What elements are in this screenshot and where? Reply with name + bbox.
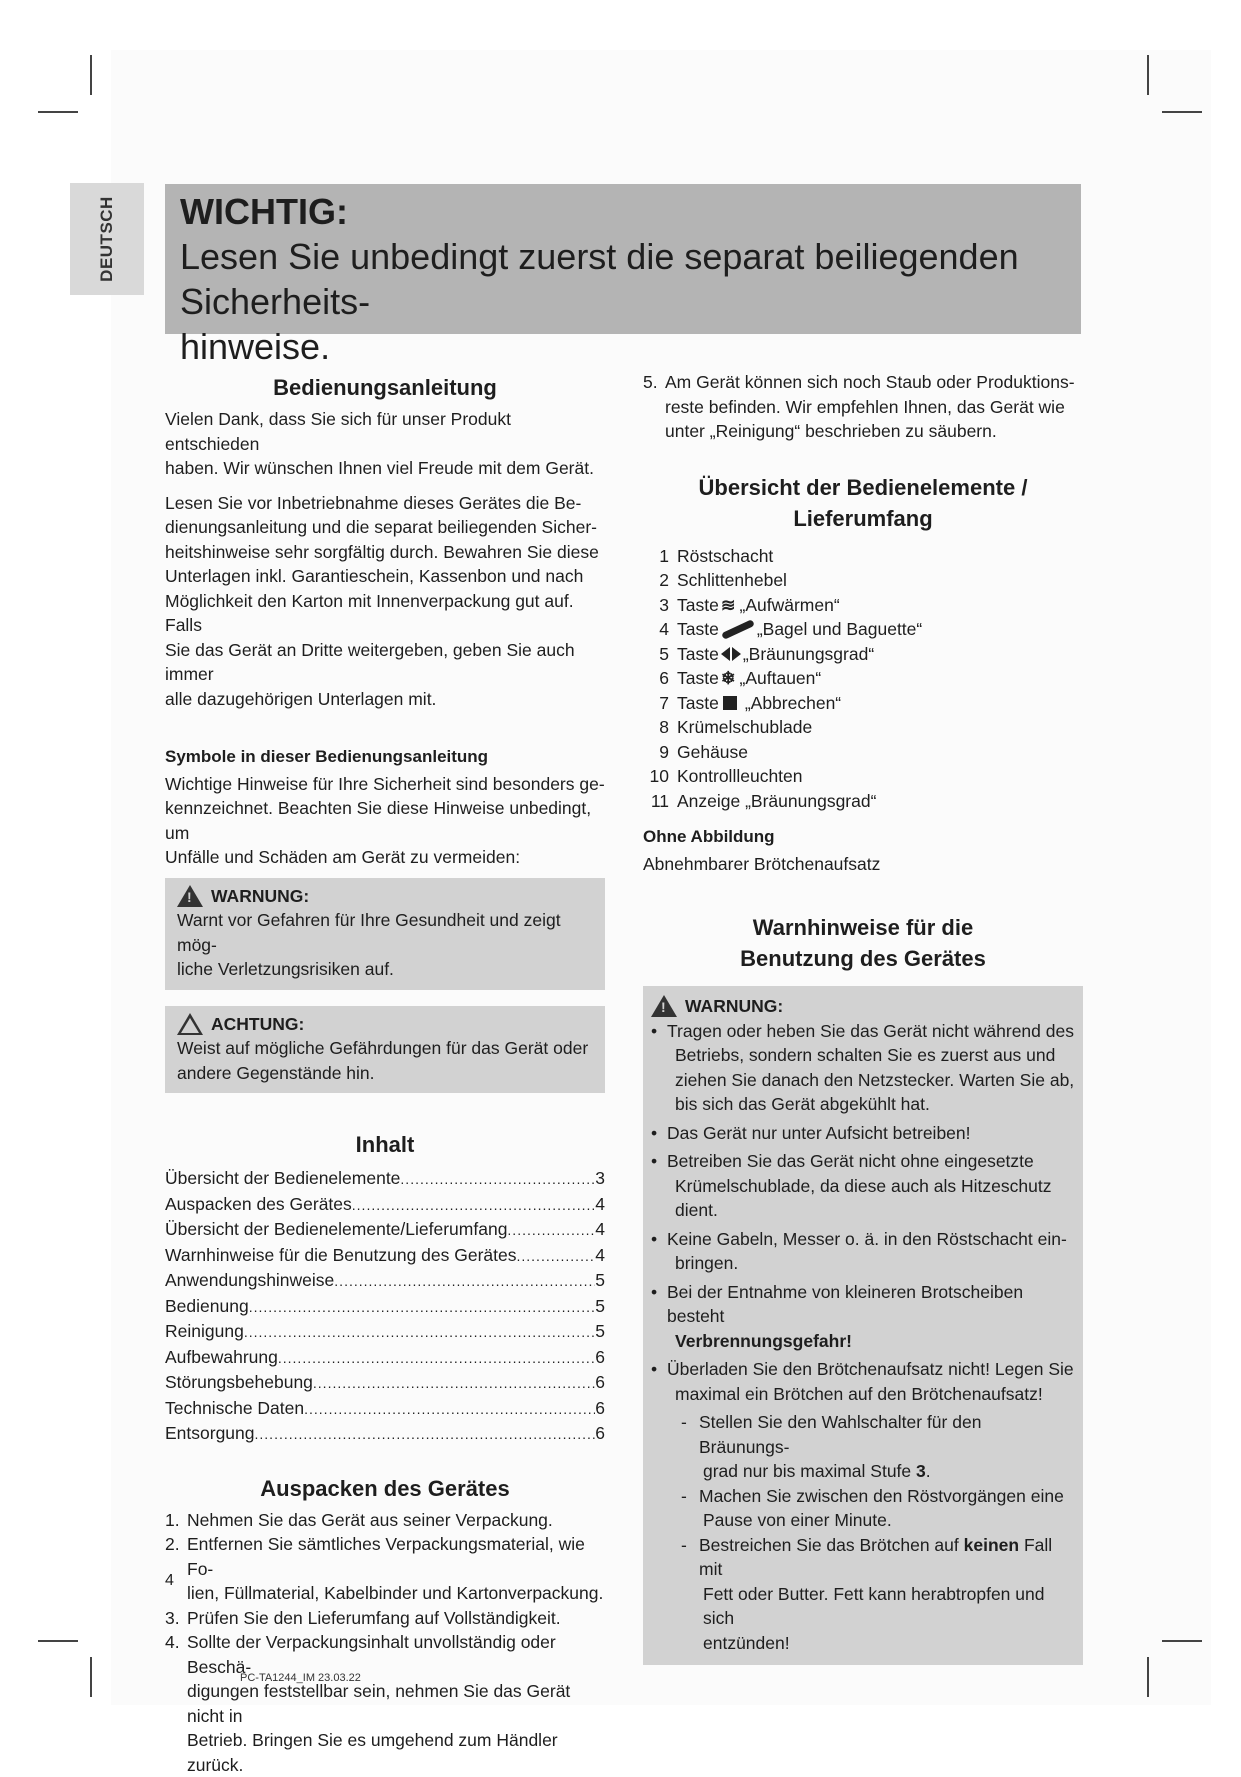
part-key-label: Taste [677, 593, 719, 618]
crop-mark-top-right-v [1147, 55, 1149, 95]
bullet-line: Bei der Entnahme von kleineren Brotscheiben besteht [667, 1282, 1023, 1327]
part-item [643, 568, 1083, 593]
caution-triangle-icon [177, 1013, 203, 1035]
bullet-line: Keine Gabeln, Messer o. ä. in den Röstschacht ein- [667, 1229, 1067, 1249]
snowflake-icon: ❄ [721, 666, 736, 691]
toc-entry[interactable] [165, 1166, 605, 1192]
dash-line: Fett oder Butter. Fett kann herabtropfen und sich [703, 1582, 1075, 1631]
step-line: reste befinden. Wir empfehlen Ihnen, das Gerät wie [665, 397, 1065, 417]
caution-box [165, 1006, 605, 1094]
bagel-icon [721, 619, 755, 640]
dash-line: Pause von einer Minute. [703, 1508, 892, 1533]
warning-box [165, 878, 605, 990]
warning-bullet: • Bei der Entnahme von kleineren Brotscheiben besteht Verbrennungsgefahr! [651, 1280, 1075, 1354]
toc-title: Entsorgung [165, 1421, 255, 1446]
toc-entry[interactable] [165, 1243, 605, 1269]
part-item [643, 642, 1083, 667]
step-number: 5. [643, 370, 665, 444]
warm-icon: ≋ [721, 593, 736, 618]
part-number: 4 [643, 617, 669, 642]
step-line: Prüfen Sie den Lieferumfang auf Vollständigkeit. [187, 1608, 561, 1628]
toc-page: 6 [595, 1370, 605, 1395]
toc-page: 5 [595, 1319, 605, 1344]
intro-paragraph-1 [165, 407, 605, 481]
part-item [643, 666, 1083, 691]
language-tab [70, 183, 144, 295]
toc-page: 3 [595, 1166, 605, 1191]
part-item [643, 617, 1083, 642]
symbols-line: Unfälle und Schäden am Gerät zu vermeiden: [165, 847, 520, 867]
overview-heading-line: Übersicht der Bedienelemente / [699, 475, 1028, 500]
crop-mark-top-right-h [1162, 111, 1202, 113]
part-text: Kontrollleuchten [677, 764, 803, 789]
crop-mark-top-left-v [90, 55, 92, 95]
warning-triangle-icon [651, 995, 677, 1017]
unpack-step [165, 1630, 605, 1777]
usage-warning-box [643, 986, 1083, 1665]
part-key-label: Taste [677, 666, 719, 691]
banner-line-1: Lesen Sie unbedingt zuerst die separat beiliegenden Sicherheits- [180, 234, 1065, 324]
toc-page: 6 [595, 1345, 605, 1370]
intro2-line: Unterlagen inkl. Garantieschein, Kassenbon und nach [165, 566, 583, 586]
overview-heading [643, 472, 1083, 534]
bullet-line: Das Gerät nur unter Aufsicht betreiben! [667, 1121, 1075, 1146]
part-number: 8 [643, 715, 669, 740]
step-line: Am Gerät können sich noch Staub oder Produktions- [665, 372, 1075, 392]
intro1-line: haben. Wir wünschen Ihnen viel Freude mit dem Gerät. [165, 458, 594, 478]
warnings-heading [643, 912, 1083, 974]
unpack-heading: Auspacken des Gerätes [165, 1473, 605, 1504]
part-item [643, 544, 1083, 569]
step-number: 2. [165, 1532, 187, 1606]
part-text: Schlittenhebel [677, 568, 787, 593]
intro2-line: Lesen Sie vor Inbetriebnahme dieses Gerätes die Be- [165, 493, 581, 513]
step-number: 1. [165, 1508, 187, 1533]
bullet-line: maximal ein Brötchen auf den Brötchenaufsatz! [675, 1382, 1043, 1407]
toc-entry[interactable] [165, 1268, 605, 1294]
intro1-line: Vielen Dank, dass Sie sich für unser Produkt entschieden [165, 409, 511, 454]
intro-paragraph-2 [165, 491, 605, 712]
toc-heading: Inhalt [165, 1129, 605, 1160]
bullet-line-bold: Verbrennungsgefahr! [675, 1329, 852, 1354]
unpack-step [165, 1606, 605, 1631]
bullet-line: ziehen Sie danach den Netzstecker. Warten Sie ab, [675, 1068, 1074, 1093]
banner-title: WICHTIG: [180, 190, 1065, 234]
part-number: 10 [643, 764, 669, 789]
bullet-line: Überladen Sie den Brötchenaufsatz nicht! Legen Sie [667, 1359, 1074, 1379]
warning-bullet: • Betreiben Sie das Gerät nicht ohne eingesetzte Krümelschublade, da diese auch als Hitzeschutz dient. [651, 1149, 1075, 1223]
intro2-line: Sie das Gerät an Dritte weitergeben, geben Sie auch immer [165, 640, 575, 685]
warning-dash-item: - Bestreichen Sie das Brötchen auf keinen Fall mit Fett oder Butter. Fett kann herabtropfen und sich entzünden! [681, 1533, 1075, 1656]
toc-title: Übersicht der Bedienelemente [165, 1166, 400, 1191]
part-item [643, 715, 1083, 740]
step-line: digungen feststellbar sein, nehmen Sie das Gerät nicht in [187, 1681, 570, 1726]
part-item [643, 789, 1083, 814]
toc-entry[interactable] [165, 1370, 605, 1396]
language-tab-label: DEUTSCH [97, 196, 117, 282]
warning-dash-item: - Machen Sie zwischen den Röstvorgängen eine Pause von einer Minute. [681, 1484, 1075, 1533]
arrows-icon [721, 647, 741, 661]
toc-title: Technische Daten [165, 1396, 304, 1421]
step-number: 3. [165, 1606, 187, 1631]
caution-box-line: Weist auf mögliche Gefährdungen für das Gerät oder [177, 1038, 588, 1058]
intro2-line: dienungsanleitung und die separat beiliegenden Sicher- [165, 517, 597, 537]
bullet-line: Krümelschublade, da diese auch als Hitzeschutz dient. [675, 1174, 1075, 1223]
part-key-label: Taste [677, 642, 719, 667]
toc-title: Aufbewahrung [165, 1345, 278, 1370]
crop-mark-bottom-left-h [38, 1640, 78, 1642]
toc-entry[interactable] [165, 1217, 605, 1243]
part-text: Röstschacht [677, 544, 773, 569]
warning-bullet: • Überladen Sie den Brötchenaufsatz nicht! Legen Sie maximal ein Brötchen auf den Brötchenaufsatz! [651, 1357, 1075, 1406]
toc-page: 6 [595, 1421, 605, 1446]
part-text: Gehäuse [677, 740, 748, 765]
parts-list [643, 544, 1083, 814]
warning-bullet: • Das Gerät nur unter Aufsicht betreiben! [651, 1121, 1075, 1146]
toc-title: Übersicht der Bedienelemente/Lieferumfang [165, 1217, 507, 1242]
dash-line: Stellen Sie den Wahlschalter für den Bräunungs- [699, 1412, 981, 1457]
toc-page: 4 [595, 1243, 605, 1268]
warning-triangle-icon [177, 885, 203, 907]
toc-title: Störungsbehebung [165, 1370, 313, 1395]
dash-line: grad nur bis maximal Stufe [703, 1459, 911, 1484]
toc-page: 5 [595, 1268, 605, 1293]
toc-title: Reinigung [165, 1319, 244, 1344]
warnings-heading-line: Warnhinweise für die [753, 915, 973, 940]
part-item [643, 740, 1083, 765]
warning-bullet: • Tragen oder heben Sie das Gerät nicht während des Betriebs, sondern schalten Sie es zuerst aus und ziehen Sie danach den Netzstecker. Warten Sie ab, bis sich das Gerät abgekühlt hat. [651, 1019, 1075, 1117]
bullet-line: bringen. [675, 1251, 738, 1276]
dash-bold-word: keinen [964, 1535, 1019, 1555]
step-line: Sollte der Verpackungsinhalt unvollständig oder Beschä- [187, 1632, 556, 1677]
bullet-line: bis sich das Gerät abgekühlt hat. [675, 1092, 930, 1117]
unpack-step [165, 1532, 605, 1606]
part-number: 9 [643, 740, 669, 765]
warning-dash-item: - Stellen Sie den Wahlschalter für den Bräunungs- grad nur bis maximal Stufe 3. [681, 1410, 1075, 1484]
warning-box-line: Warnt vor Gefahren für Ihre Gesundheit und zeigt mög- [177, 910, 561, 955]
part-number: 7 [643, 691, 669, 716]
crop-mark-bottom-right-v [1147, 1657, 1149, 1697]
part-text: Anzeige „Bräunungsgrad“ [677, 789, 876, 814]
without-image-text: Abnehmbarer Brötchenaufsatz [643, 852, 1083, 877]
bullet-line: Betreiben Sie das Gerät nicht ohne eingesetzte [667, 1151, 1034, 1171]
crop-mark-bottom-right-h [1162, 1640, 1202, 1642]
dash-line: Bestreichen Sie das Brötchen auf [699, 1535, 959, 1555]
bullet-line: Tragen oder heben Sie das Gerät nicht während des [667, 1021, 1074, 1041]
part-key-label: Taste [677, 691, 719, 716]
toc-page: 4 [595, 1192, 605, 1217]
warnings-heading-line: Benutzung des Gerätes [740, 946, 986, 971]
bullet-line: Betriebs, sondern schalten Sie es zuerst aus und [675, 1043, 1055, 1068]
level-digit: 3 [916, 1461, 926, 1481]
symbols-text [165, 772, 605, 870]
step-line: Betrieb. Bringen Sie es umgehend zum Händler zurück. [187, 1730, 558, 1775]
important-banner [165, 184, 1081, 334]
part-text: „Aufwärmen“ [740, 593, 840, 618]
footer-code: PC-TA1244_IM 23.03.22 [240, 1672, 361, 1684]
part-text: „Bräunungsgrad“ [743, 642, 874, 667]
toc-title: Bedienung [165, 1294, 249, 1319]
caution-box-title: ACHTUNG: [211, 1012, 304, 1037]
toc-page: 6 [595, 1396, 605, 1421]
intro2-line: heitshinweise sehr sorgfältig durch. Bewahren Sie diese [165, 542, 599, 562]
banner-line-2: hinweise. [180, 324, 1065, 369]
right-column [643, 370, 1083, 1665]
toc-entry[interactable] [165, 1396, 605, 1422]
step-line: Nehmen Sie das Gerät aus seiner Verpackung. [187, 1510, 553, 1530]
usage-warning-head [651, 994, 1075, 1019]
warning-box-head [177, 884, 593, 909]
toc-entry[interactable] [165, 1294, 605, 1320]
toc-title: Warnhinweise für die Benutzung des Gerätes [165, 1243, 517, 1268]
usage-warning-title: WARNUNG: [685, 994, 783, 1019]
warning-box-title: WARNUNG: [211, 884, 309, 909]
step-line: Entfernen Sie sämtliches Verpackungsmaterial, wie Fo- [187, 1534, 585, 1579]
toc-entry[interactable] [165, 1421, 605, 1447]
toc-entry[interactable] [165, 1192, 605, 1218]
overview-heading-line: Lieferumfang [793, 506, 932, 531]
dash-line: entzünden! [703, 1631, 790, 1656]
part-item [643, 691, 1083, 716]
unpack-step-5 [643, 370, 1083, 444]
stop-icon [723, 696, 737, 710]
step-number: 4. [165, 1630, 187, 1777]
part-key-label: Taste [677, 617, 719, 642]
part-item [643, 764, 1083, 789]
toc-entry[interactable] [165, 1345, 605, 1371]
without-image-heading: Ohne Abbildung [643, 825, 1083, 850]
manual-heading: Bedienungsanleitung [165, 372, 605, 403]
toc-entry[interactable] [165, 1319, 605, 1345]
crop-mark-bottom-left-v [90, 1657, 92, 1697]
step-line: lien, Füllmaterial, Kabelbinder und Kartonverpackung. [187, 1583, 603, 1603]
part-text: „Abbrechen“ [745, 691, 841, 716]
page-number: 4 [165, 1572, 174, 1590]
part-number: 5 [643, 642, 669, 667]
symbols-line: Wichtige Hinweise für Ihre Sicherheit sind besonders ge- [165, 774, 605, 794]
part-number: 6 [643, 666, 669, 691]
crop-mark-top-left-h [38, 111, 78, 113]
part-number: 1 [643, 544, 669, 569]
intro2-line: Möglichkeit den Karton mit Innenverpackung gut auf. Falls [165, 591, 574, 636]
intro2-line: alle dazugehörigen Unterlagen mit. [165, 689, 436, 709]
part-item [643, 593, 1083, 618]
toc-list [165, 1166, 605, 1447]
symbols-line: kennzeichnet. Beachten Sie diese Hinweise unbedingt, um [165, 798, 591, 843]
dash-line: Machen Sie zwischen den Röstvorgängen eine [699, 1486, 1064, 1506]
warning-bullet: • Keine Gabeln, Messer o. ä. in den Röstschacht ein- bringen. [651, 1227, 1075, 1276]
warning-box-line: liche Verletzungsrisiken auf. [177, 959, 394, 979]
part-number: 11 [643, 789, 669, 814]
step-line: unter „Reinigung“ beschrieben zu säubern. [665, 421, 997, 441]
part-text: „Auftauen“ [740, 666, 822, 691]
part-number: 3 [643, 593, 669, 618]
unpack-step [165, 1508, 605, 1533]
toc-page: 4 [595, 1217, 605, 1242]
unpack-steps [165, 1508, 605, 1777]
caution-box-line: andere Gegenstände hin. [177, 1063, 375, 1083]
dash-line-end: . [926, 1461, 931, 1481]
part-text: Krümelschublade [677, 715, 812, 740]
symbols-heading: Symbole in dieser Bedienungsanleitung [165, 745, 605, 770]
left-column [165, 372, 605, 1777]
part-number: 2 [643, 568, 669, 593]
caution-box-head [177, 1012, 593, 1037]
dash-line: Fall mit [699, 1535, 1052, 1580]
toc-title: Auspacken des Gerätes [165, 1192, 352, 1217]
toc-page: 5 [595, 1294, 605, 1319]
part-text: „Bagel und Baguette“ [757, 617, 922, 642]
toc-title: Anwendungshinweise [165, 1268, 334, 1293]
